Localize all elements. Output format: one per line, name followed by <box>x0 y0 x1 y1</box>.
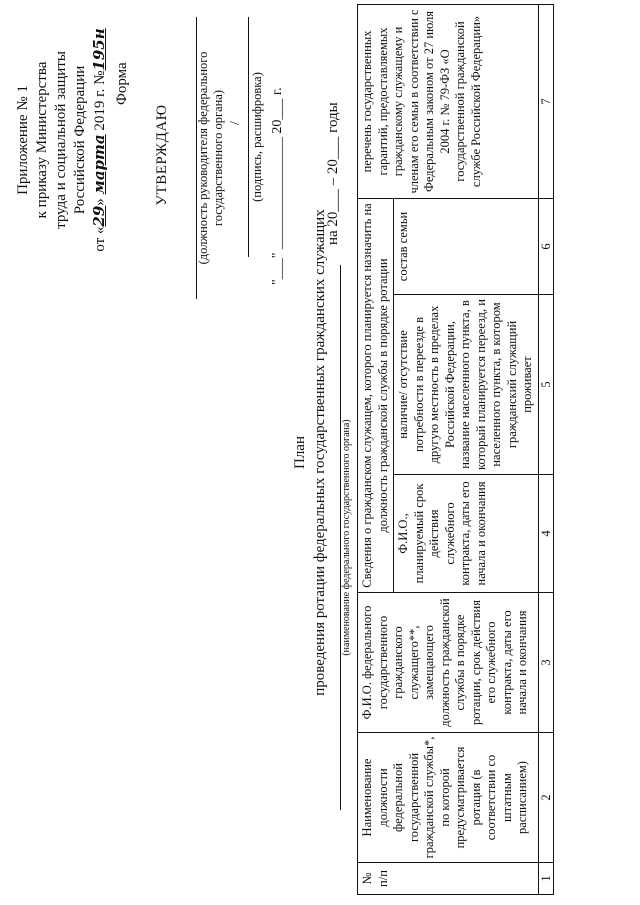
appendix-line-1: Приложение № 1 <box>15 85 31 195</box>
header-group-appointee: Сведения о гражданском служащем, которого планируется назначить на должность гражданской службы в порядке ротации <box>358 198 394 592</box>
handwritten-month: марта <box>90 134 108 195</box>
signature-caption: (подпись, расшифровка) <box>250 72 264 202</box>
handwritten-day: 29 <box>90 205 108 227</box>
column-number-cell: 5 <box>538 295 553 475</box>
column-number-cell: 2 <box>538 733 553 863</box>
table-row <box>538 4 553 894</box>
organization-caption: (наименование федерального государственного органа) <box>341 419 352 656</box>
column-number-cell: 1 <box>538 863 553 895</box>
approval-date-line: "___" ________________ 20___ г. <box>270 87 285 285</box>
header-appointee-name: Ф.И.О., планируемый срок действия служебного контракта, даты его начала и окончания <box>394 475 539 593</box>
header-guarantees: перечень государственных гарантий, предоставляемых гражданскому служащему и членам его семьи в соответствии с Федеральным законом от 27 июля 2004 г. № 79-ФЗ «О государственной гражданской службе Российской Федерации» <box>358 4 539 198</box>
column-number-cell: 4 <box>538 475 553 593</box>
appendix-line-4: Российской Федерации <box>72 65 88 215</box>
appendix-block <box>14 15 110 265</box>
column-number-cell: 6 <box>538 198 553 294</box>
column-number-cell: 3 <box>538 593 553 733</box>
handwritten-order-number: 195н <box>90 28 108 71</box>
signature-line <box>244 17 249 257</box>
appendix-date: от «29» марта 2019 г. №195н <box>90 28 108 252</box>
approval-title: УТВЕРЖДАЮ <box>154 104 170 206</box>
header-family: состав семьи <box>394 198 539 294</box>
column-number-cell: 7 <box>538 4 553 198</box>
signature-slash: / <box>228 121 243 125</box>
header-current-employee: Ф.И.О. федерального государственного гражданского служащего**, замещающего должность гражданской службы в порядке ротации, срок действия его служебного контракта, даты его начала и окончания <box>358 593 539 733</box>
header-number: № п/п <box>358 863 539 895</box>
header-relocation: наличие/ отсутствие потребности в переезде в другую местность в пределах Российской Федерации, название населенного пункта, в который планируется переезд, и населенного пункта, в котором гражданский служащий проживает <box>394 295 539 475</box>
table-header-row-1 <box>358 4 394 894</box>
appendix-line-3: труда и социальной защиты <box>53 51 69 229</box>
appendix-line-2: к приказу Министерства <box>34 61 50 219</box>
plan-years: на 20___ – 20___ годы <box>325 102 341 245</box>
rotation-plan-table <box>357 4 554 895</box>
plan-subtitle: проведения ротации федеральных государственных гражданских служащих <box>312 209 328 696</box>
header-position-name: Наименование должности федеральной государственной гражданской службы*, по которой предусматривается ротация (в соответствии со штатным расписанием) <box>358 733 539 863</box>
form-label: Форма <box>114 62 130 105</box>
plan-title: План <box>292 436 308 470</box>
position-caption: (должность руководителя федерального государственного органа) <box>196 51 225 265</box>
